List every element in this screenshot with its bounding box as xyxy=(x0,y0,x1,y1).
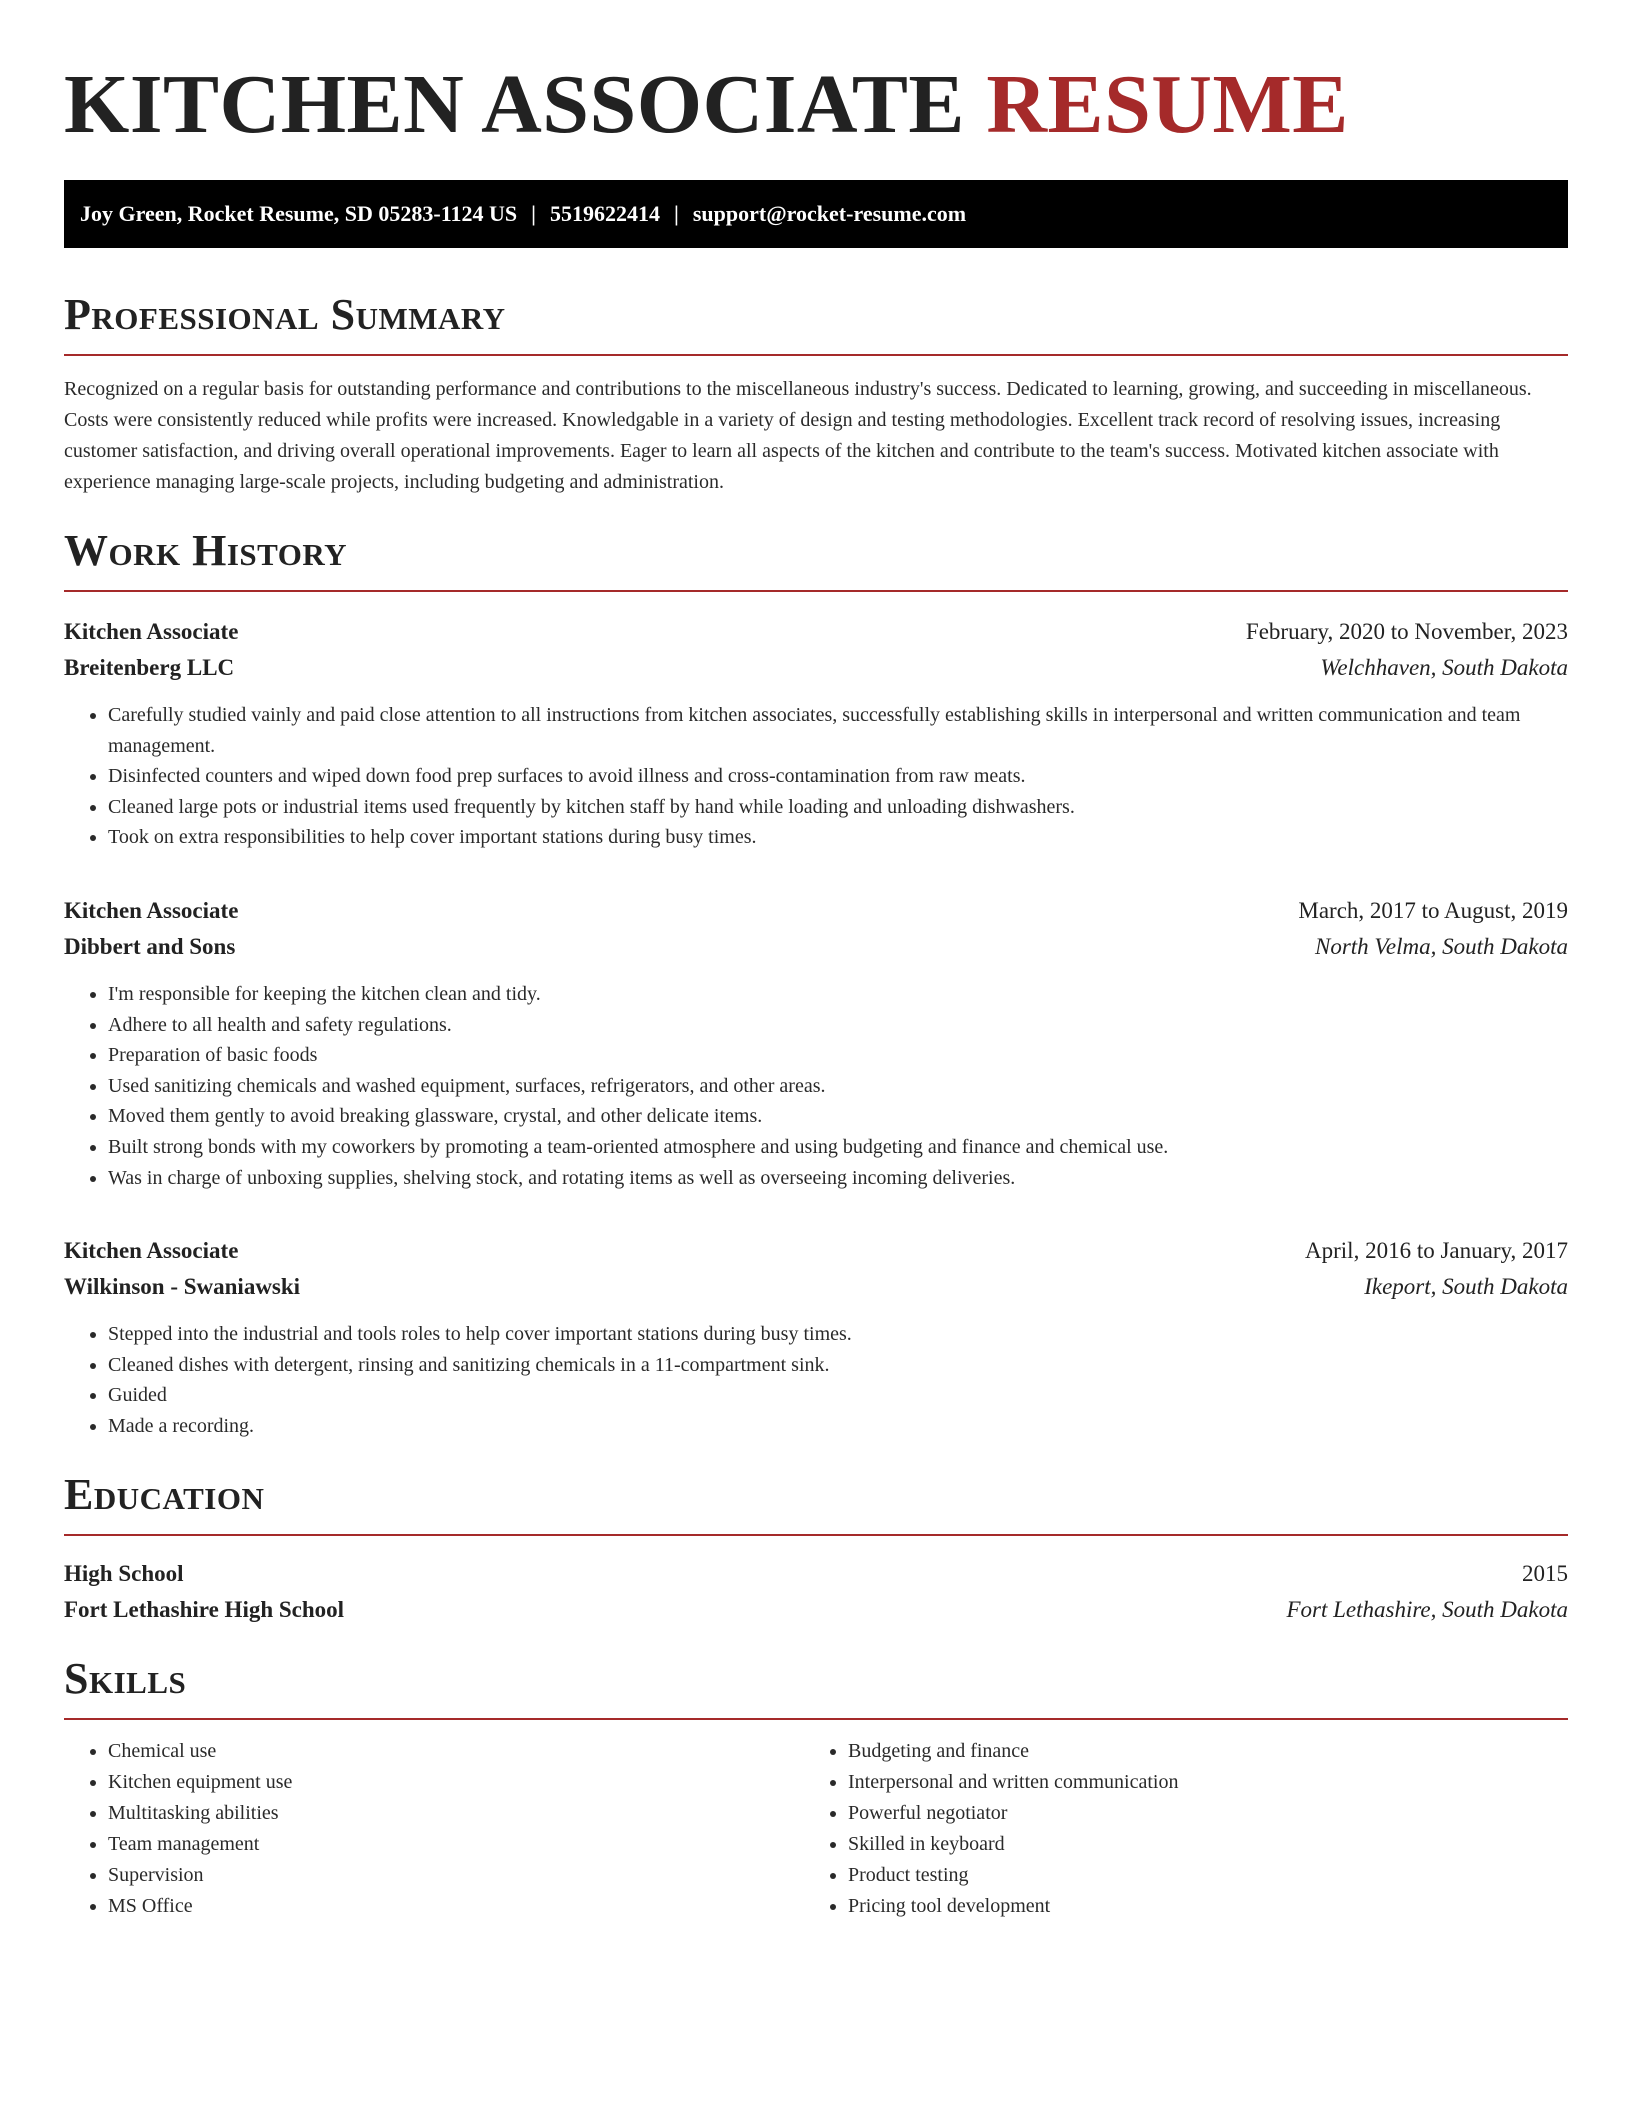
skill-item: • Budgeting and finance xyxy=(848,1736,1544,1767)
education-entry xyxy=(64,1556,1568,1628)
job-duty: • Stepped into the industrial and tools roles to help cover important stations during busy times. xyxy=(108,1319,1568,1350)
skill-item: • Interpersonal and written communication xyxy=(848,1767,1544,1798)
job-company: Wilkinson - Swaniawski xyxy=(64,1274,301,1300)
resume-title xyxy=(64,58,1568,152)
job-title: Kitchen Associate xyxy=(64,1238,239,1264)
skill-item: • Team management xyxy=(108,1829,804,1860)
job-duty: • Made a recording. xyxy=(108,1411,1568,1442)
skill-item: • Supervision xyxy=(108,1860,804,1891)
education-year: 2015 xyxy=(1522,1560,1568,1586)
job-duty: • I'm responsible for keeping the kitchen clean and tidy. xyxy=(108,979,1568,1010)
contact-address: Joy Green, Rocket Resume, SD 05283-1124 US xyxy=(80,201,518,226)
job-duties-list xyxy=(64,979,1568,1193)
work-history-heading: Work History xyxy=(64,526,1568,592)
skills-list-left xyxy=(64,1736,804,1922)
job-duties-list xyxy=(64,700,1568,853)
education-school: Fort Lethashire High School xyxy=(64,1596,345,1622)
job-title: Kitchen Associate xyxy=(64,897,239,923)
job-entry xyxy=(64,614,1568,853)
job-location: North Velma, South Dakota xyxy=(1315,933,1568,959)
job-entry xyxy=(64,1233,1568,1441)
education-degree: High School xyxy=(64,1560,184,1586)
job-company: Breitenberg LLC xyxy=(64,655,235,680)
job-duty: • Preparation of basic foods xyxy=(108,1040,1568,1071)
skill-item: • MS Office xyxy=(108,1891,804,1922)
education-location: Fort Lethashire, South Dakota xyxy=(1286,1596,1568,1622)
job-dates: April, 2016 to January, 2017 xyxy=(1305,1238,1568,1264)
summary-heading: Professional Summary xyxy=(64,290,1568,356)
skill-item: • Product testing xyxy=(848,1860,1544,1891)
job-location: Welchhaven, South Dakota xyxy=(1320,655,1568,680)
contact-separator: | xyxy=(531,201,536,226)
job-duty: • Cleaned large pots or industrial items used frequently by kitchen staff by hand while loading and unloading dishwashers. xyxy=(108,792,1568,823)
contact-phone: 5519622414 xyxy=(549,201,660,226)
skill-item: • Multitasking abilities xyxy=(108,1798,804,1829)
contact-email: support@rocket-resume.com xyxy=(692,201,967,226)
skill-item: • Skilled in keyboard xyxy=(848,1829,1544,1860)
job-dates: February, 2020 to November, 2023 xyxy=(1245,619,1568,644)
job-duty: • Guided xyxy=(108,1380,1568,1411)
contact-bar xyxy=(64,180,1568,248)
job-duty: • Took on extra responsibilities to help cover important stations during busy times. xyxy=(108,822,1568,853)
skill-item: • Pricing tool development xyxy=(848,1891,1544,1922)
title-main: KITCHEN ASSOCIATE xyxy=(64,58,965,151)
job-location: Ikeport, South Dakota xyxy=(1364,1274,1568,1300)
job-company: Dibbert and Sons xyxy=(64,933,236,959)
job-entry xyxy=(64,893,1568,1193)
education-heading: Education xyxy=(64,1470,1568,1536)
skills-columns xyxy=(64,1736,1568,1922)
skill-item: • Powerful negotiator xyxy=(848,1798,1544,1829)
job-duty: • Used sanitizing chemicals and washed equipment, surfaces, refrigerators, and other areas. xyxy=(108,1071,1568,1102)
job-duty: • Adhere to all health and safety regulations. xyxy=(108,1010,1568,1041)
title-accent: RESUME xyxy=(986,58,1349,151)
job-duty: • Disinfected counters and wiped down food prep surfaces to avoid illness and cross-contamination from raw meats. xyxy=(108,761,1568,792)
job-duties-list xyxy=(64,1319,1568,1441)
job-duty: • Cleaned dishes with detergent, rinsing and sanitizing chemicals in a 11-compartment sink. xyxy=(108,1350,1568,1381)
job-dates: March, 2017 to August, 2019 xyxy=(1298,897,1568,923)
summary-text: Recognized on a regular basis for outstanding performance and contributions to the miscellaneous industry's success. Dedicated to learning, growing, and succeeding in miscellaneous. Costs were consistently reduced while profits were increased. Knowledgable in a variety of design and testing methodologies. Excellent track record of resolving issues, increasing customer satisfaction, and driving overall operational improvements. Eager to learn all aspects of the kitchen and contribute to the team's success. Motivated kitchen associate with experience managing large-scale projects, including budgeting and administration. xyxy=(64,378,1532,493)
skill-item: • Chemical use xyxy=(108,1736,804,1767)
job-duty: • Moved them gently to avoid breaking glassware, crystal, and other delicate items. xyxy=(108,1101,1568,1132)
job-duty: • Was in charge of unboxing supplies, shelving stock, and rotating items as well as overseeing incoming deliveries. xyxy=(108,1163,1568,1194)
resume-page xyxy=(64,0,1568,1922)
skills-list-right xyxy=(804,1736,1544,1922)
job-title: Kitchen Associate xyxy=(64,619,239,644)
contact-separator: | xyxy=(673,201,679,226)
job-duty: • Built strong bonds with my coworkers by promoting a team-oriented atmosphere and using budgeting and finance and chemical use. xyxy=(108,1132,1568,1163)
skills-heading: Skills xyxy=(64,1654,1568,1720)
skill-item: • Kitchen equipment use xyxy=(108,1767,804,1798)
job-duty: • Carefully studied vainly and paid close attention to all instructions from kitchen associates, successfully establishing skills in interpersonal and written communication and team management. xyxy=(108,700,1568,761)
